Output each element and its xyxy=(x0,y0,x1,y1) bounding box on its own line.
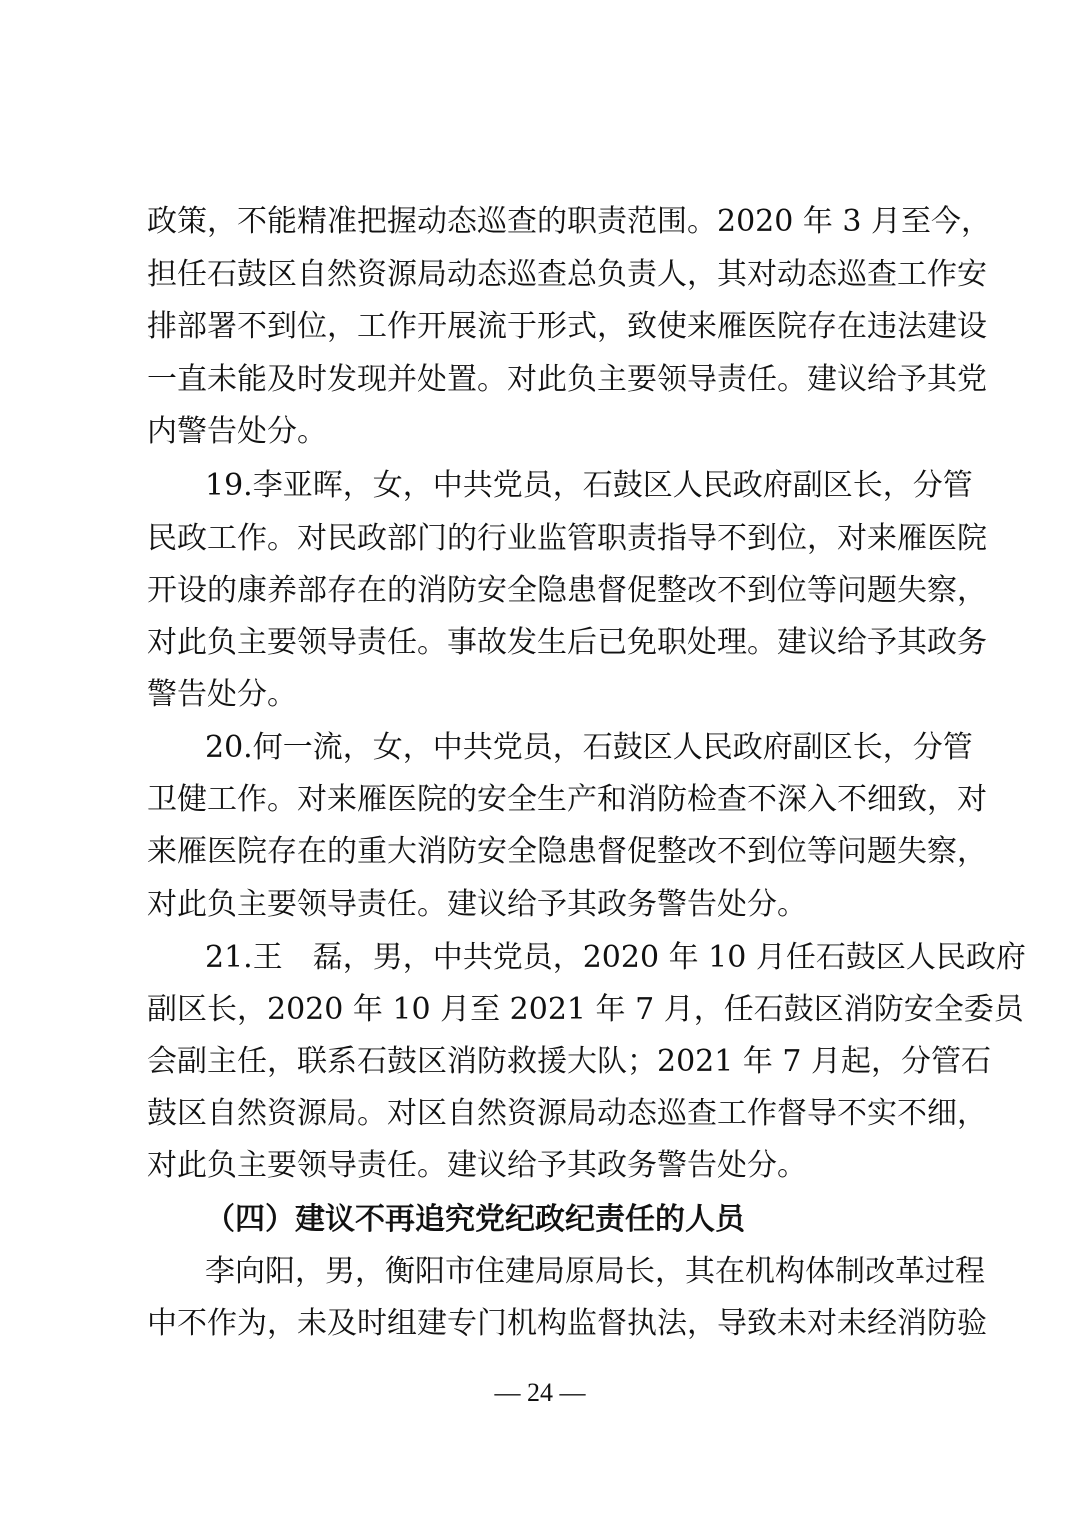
text-line: 来雁医院存在的重大消防安全隐患督促整改不到位等问题失察， xyxy=(147,834,987,869)
text-line: 对此负主要领导责任。建议给予其政务警告处分。 xyxy=(147,1148,807,1183)
text-line: 担任石鼓区自然资源局动态巡查总负责人，其对动态巡查工作安 xyxy=(147,257,987,292)
text-line: 对此负主要领导责任。事故发生后已免职处理。建议给予其政务 xyxy=(147,625,987,660)
page-number: — 24 — xyxy=(494,1378,586,1407)
text-line: 民政工作。对民政部门的行业监管职责指导不到位，对来雁医院 xyxy=(147,521,987,556)
text-line: 副区长，2020 年 10 月至 2021 年 7 月，任石鼓区消防安全委员 xyxy=(147,992,1024,1027)
text-line: 内警告处分。 xyxy=(147,414,327,449)
text-line: 政策，不能精准把握动态巡查的职责范围。2020 年 3 月至今， xyxy=(147,204,992,239)
text-line: 21.王 磊，男，中共党员，2020 年 10 月任石鼓区人民政府 xyxy=(205,940,1026,975)
text-line: 对此负主要领导责任。建议给予其政务警告处分。 xyxy=(147,887,807,922)
text-line: 19.李亚晖，女，中共党员，石鼓区人民政府副区长，分管 xyxy=(205,468,973,503)
text-line: 李向阳，男，衡阳市住建局原局长，其在机构体制改革过程 xyxy=(205,1254,985,1289)
text-line: 鼓区自然资源局。对区自然资源局动态巡查工作督导不实不细， xyxy=(147,1096,987,1131)
text-line: 排部署不到位，工作开展流于形式，致使来雁医院存在违法建设 xyxy=(147,309,987,344)
text-line: 一直未能及时发现并处置。对此负主要领导责任。建议给予其党 xyxy=(147,362,987,397)
text-line: 中不作为，未及时组建专门机构监督执法，导致未对未经消防验 xyxy=(147,1306,987,1341)
section-heading: （四）建议不再追究党纪政纪责任的人员 xyxy=(205,1202,745,1237)
text-line: 卫健工作。对来雁医院的安全生产和消防检查不深入不细致，对 xyxy=(147,782,987,817)
text-line: 会副主任，联系石鼓区消防救援大队；2021 年 7 月起，分管石 xyxy=(147,1044,992,1079)
text-line: 20.何一流，女，中共党员，石鼓区人民政府副区长，分管 xyxy=(205,730,973,765)
text-line: 警告处分。 xyxy=(147,677,297,712)
text-line: 开设的康养部存在的消防安全隐患督促整改不到位等问题失察， xyxy=(147,573,987,608)
